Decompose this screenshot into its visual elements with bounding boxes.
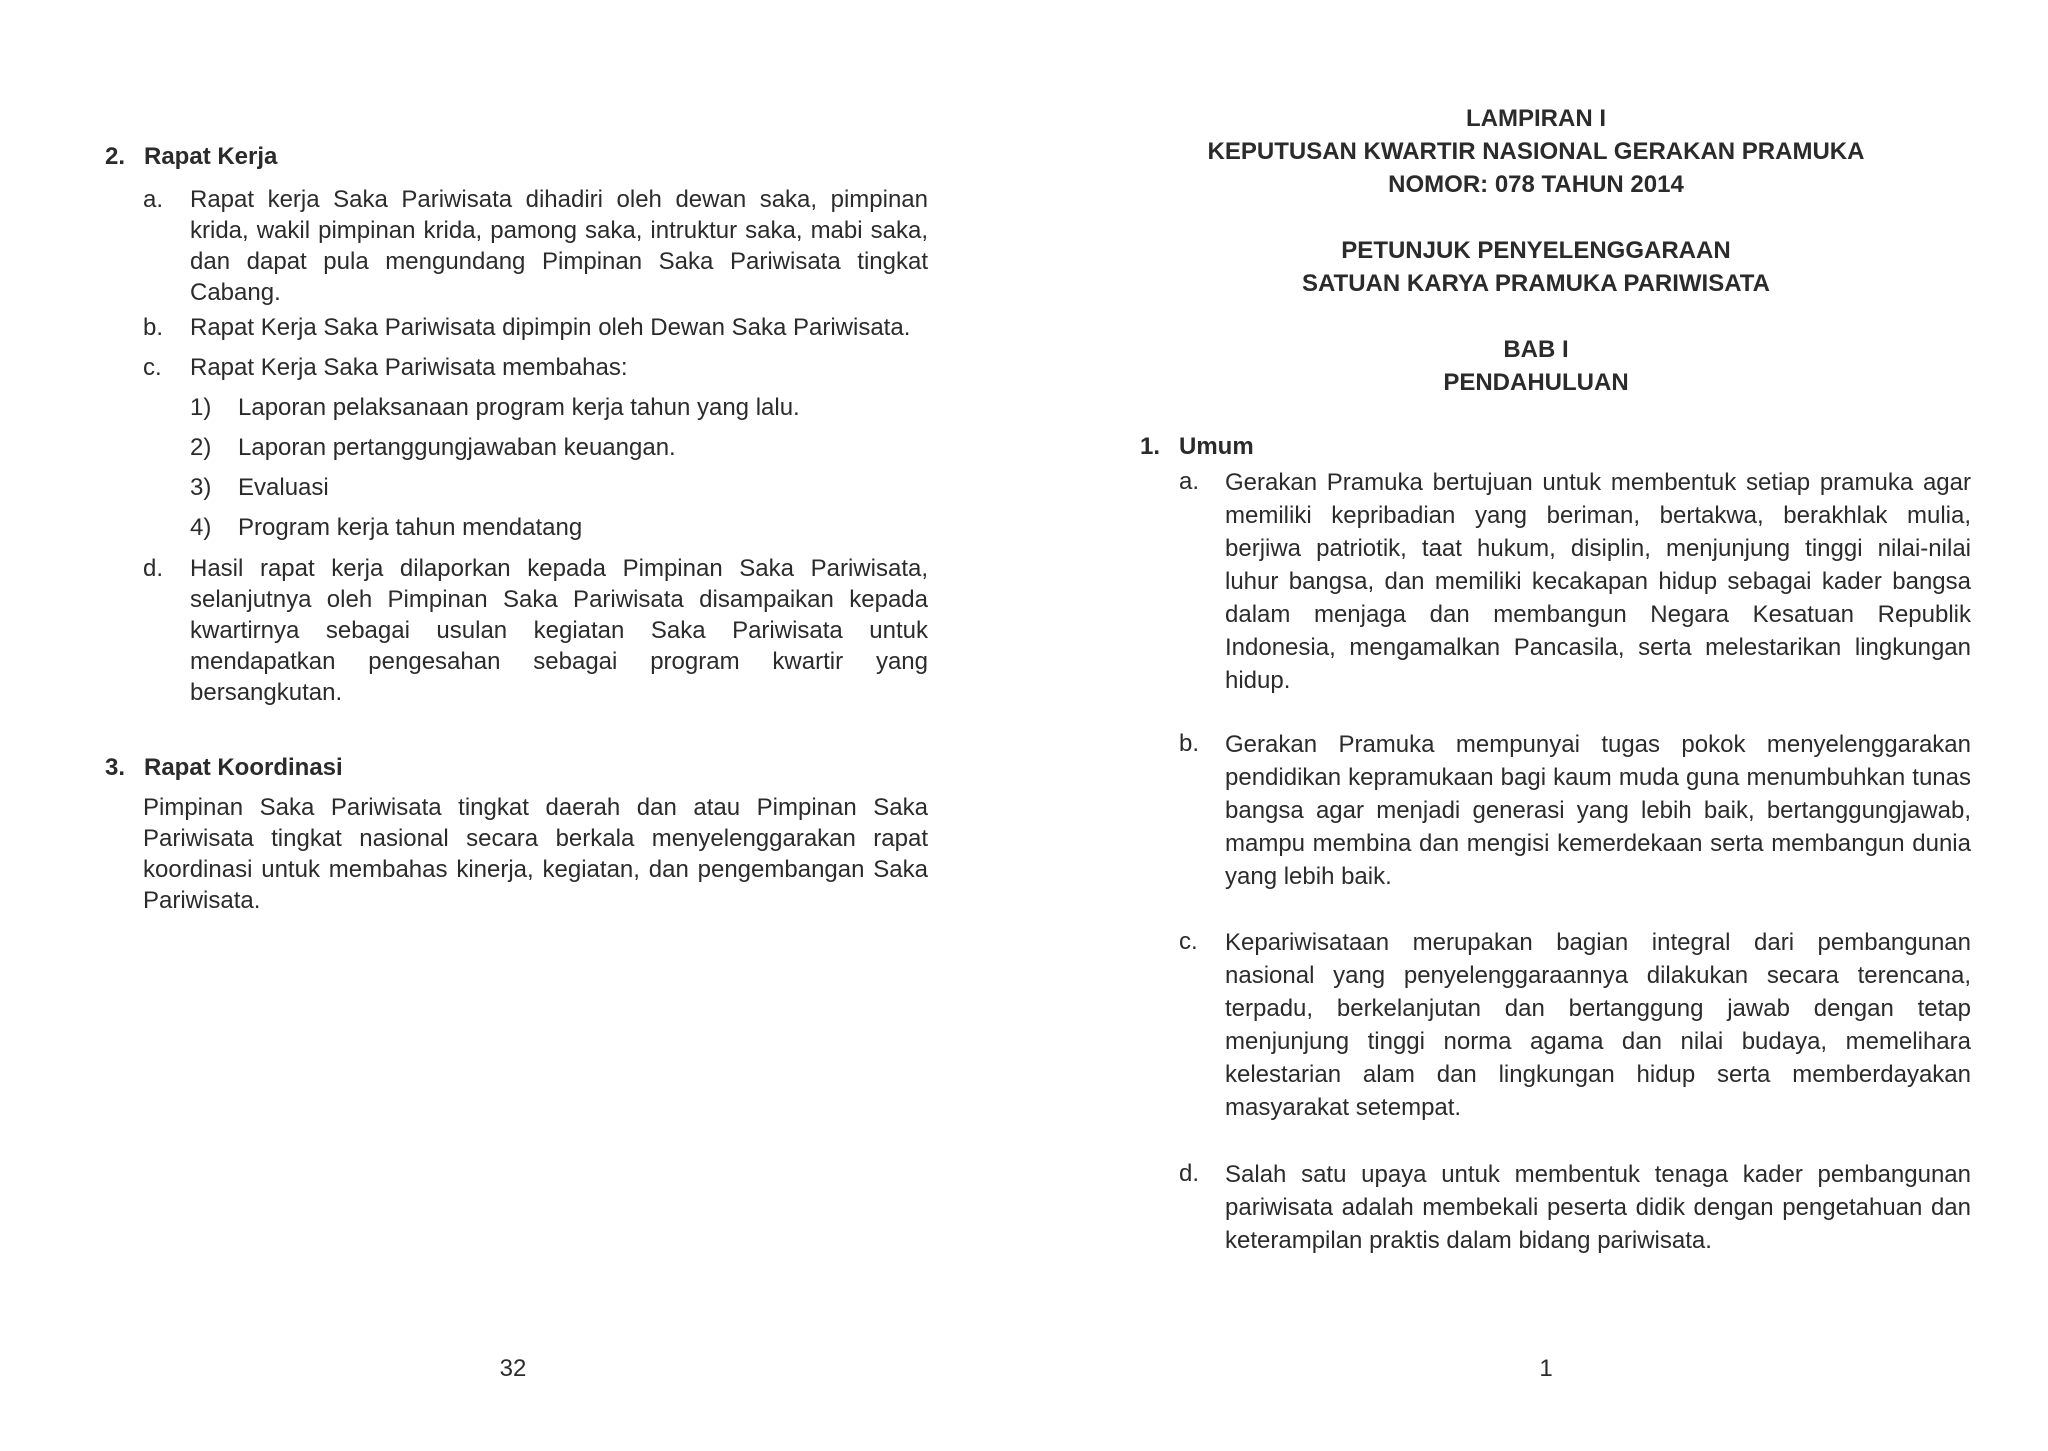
list-label: a. bbox=[1179, 468, 1200, 495]
list-text: Salah satu upaya untuk membentuk tenaga kader pembangunan pariwisata adalah membekali peserta didik dengan pengetahuan dan keterampilan praktis dalam bidang pariwisata. bbox=[1225, 1161, 1971, 1254]
list-text: Hasil rapat kerja dilaporkan kepada Pimpinan Saka Pariwisata, selanjutnya oleh Pimpinan Saka Pariwisata disampaikan kepada kwartirnya sebagai usulan kegiatan Saka Pariwisata untuk mendapatkan pengesahan sebagai program kwartir yang bersangkutan. bbox=[190, 555, 928, 706]
sub-text: Evaluasi bbox=[238, 474, 329, 501]
list-text: Rapat Kerja Saka Pariwisata dipimpin oleh Dewan Saka Pariwisata. bbox=[190, 314, 911, 341]
list-label: d. bbox=[1179, 1160, 1200, 1187]
title-line-1: PETUNJUK PENYELENGGARAAN bbox=[1341, 237, 1731, 264]
appendix-header bbox=[1024, 102, 2048, 201]
sub-label: 2) bbox=[190, 434, 212, 461]
title-line-2: SATUAN KARYA PRAMUKA PARIWISATA bbox=[1302, 270, 1770, 297]
list-label: c. bbox=[1179, 928, 1198, 955]
sub-label: 4) bbox=[190, 514, 212, 541]
list-label: a. bbox=[143, 186, 164, 213]
section-2-number: 2. bbox=[105, 143, 126, 170]
header-line-1: LAMPIRAN I bbox=[1466, 105, 1606, 132]
list-text: Rapat kerja Saka Pariwisata dihadiri oleh dewan saka, pimpinan krida, wakil pimpinan krida, pamong saka, intruktur saka, mabi saka, dan dapat pula mengundang Pimpinan Saka Pariwisata tingkat Cabang. bbox=[190, 186, 928, 306]
list-label: c. bbox=[143, 354, 162, 381]
section-3-paragraph: Pimpinan Saka Pariwisata tingkat daerah dan atau Pimpinan Saka Pariwisata tingkat nasional secara berkala menyelenggarakan rapat koordinasi untuk membahas kinerja, kegiatan, dan pengembangan Saka Pariwisata. bbox=[143, 794, 928, 914]
list-text: Gerakan Pramuka bertujuan untuk membentuk setiap pramuka agar memiliki kepribadian yang beriman, bertakwa, berakhlak mulia, berjiwa patriotik, taat hukum, disiplin, menjunjung tinggi nilai-nilai luhur bangsa, dan memiliki kecakapan hidup sebagai kader bangsa dalam menjaga dan membangun Negara Kesatuan Republik Indonesia, mengamalkan Pancasila, serta melestarikan lingkungan hidup. bbox=[1225, 469, 1971, 694]
document-title bbox=[1024, 234, 2048, 300]
list-label: b. bbox=[1179, 730, 1200, 757]
section-2-title: Rapat Kerja bbox=[144, 143, 278, 170]
list-label: b. bbox=[143, 314, 164, 341]
list-text: Kepariwisataan merupakan bagian integral dari pembangunan nasional yang penyelenggaraannya dilakukan secara terencana, terpadu, berkelanjutan dan bertanggung jawab dengan tetap menjunjung tinggi norma agama dan nilai budaya, memelihara kelestarian alam dan lingkungan hidup serta memberdayakan masyarakat setempat. bbox=[1225, 929, 1971, 1121]
header-line-2: KEPUTUSAN KWARTIR NASIONAL GERAKAN PRAMUKA bbox=[1207, 138, 1865, 165]
page-number-left: 32 bbox=[499, 1355, 527, 1382]
list-text: Gerakan Pramuka mempunyai tugas pokok menyelenggarakan pendidikan kepramukaan bagi kaum muda guna menumbuhkan tunas bangsa agar menjadi generasi yang lebih baik, bertanggungjawab, mampu membina dan mengisi kemerdekaan serta membangun dunia yang lebih baik. bbox=[1225, 731, 1971, 890]
section-1-title: Umum bbox=[1179, 433, 1254, 460]
list-text: Rapat Kerja Saka Pariwisata membahas: bbox=[190, 354, 628, 381]
header-line-3: NOMOR: 078 TAHUN 2014 bbox=[1388, 171, 1684, 198]
page-number-right: 1 bbox=[1539, 1355, 1553, 1382]
list-label: d. bbox=[143, 555, 164, 582]
sub-text: Program kerja tahun mendatang bbox=[238, 514, 583, 541]
right-page bbox=[1024, 0, 2048, 1451]
chapter-number: BAB I bbox=[1503, 336, 1569, 363]
chapter-heading bbox=[1024, 333, 2048, 399]
chapter-title: PENDAHULUAN bbox=[1443, 369, 1629, 396]
section-3-title: Rapat Koordinasi bbox=[144, 754, 343, 781]
sub-label: 3) bbox=[190, 474, 212, 501]
sub-label: 1) bbox=[190, 394, 212, 421]
sub-text: Laporan pertanggungjawaban keuangan. bbox=[238, 434, 676, 461]
section-1-number: 1. bbox=[1140, 433, 1161, 460]
section-3-number: 3. bbox=[105, 754, 126, 781]
sub-text: Laporan pelaksanaan program kerja tahun yang lalu. bbox=[238, 394, 800, 421]
